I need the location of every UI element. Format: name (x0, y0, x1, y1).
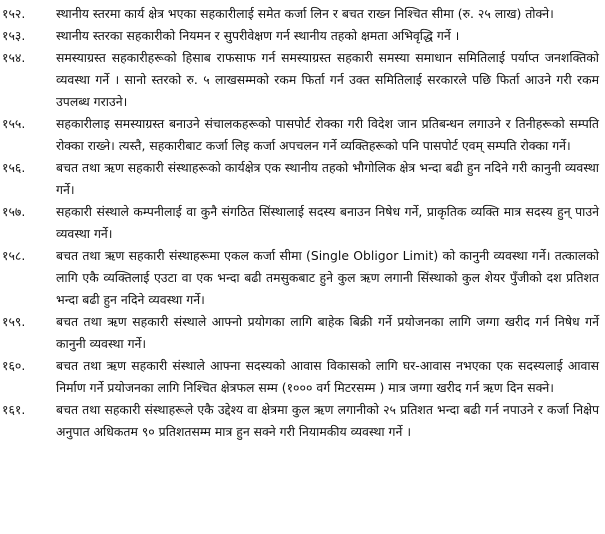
list-item-157 (2, 201, 599, 245)
item-number: १५३. (2, 28, 26, 43)
list-item-152 (2, 3, 599, 25)
item-number: १५५. (2, 116, 26, 131)
item-number: १५६. (2, 160, 26, 175)
item-number: १५८. (2, 248, 26, 263)
item-text: बचत तथा ऋण सहकारी संस्थाहरूमा एकल कर्जा सीमा (Single Obligor Limit) को कानुनी व्यवस्था गर्ने। तत्कालको लागि एकै व्यक्तिलाई एउटा वा एक भन्दा बढी तमसुकबाट हुने कुल ऋण लगानी सिंस्थाको कुल शेयर पुँजीको दश प्रतिशत भन्दा बढी हुन नदिने व्यवस्था गर्ने। (56, 248, 599, 307)
list-item-160 (2, 355, 599, 399)
list-item-156 (2, 157, 599, 201)
list-item-158 (2, 245, 599, 311)
item-number: १५९. (2, 314, 26, 329)
list-item-154 (2, 47, 599, 113)
item-text: बचत तथा ऋण सहकारी संस्थाहरूको कार्यक्षेत्र एक स्थानीय तहको भौगोलिक क्षेत्र भन्दा बढी हुन नदिने गरी कानुनी व्यवस्था गर्ने। (56, 160, 599, 197)
list-item-153 (2, 25, 599, 47)
item-text: बचत तथा सहकारी संस्थाहरूले एकै उद्देश्य वा क्षेत्रमा कुल ऋण लगानीको २५ प्रतिशत भन्दा बढी गर्न नपाउने र कर्जा निक्षेप अनुपात अधिकतम ९० प्रतिशतसम्म मात्र हुन सक्ने गरी नियामकीय व्यवस्था गर्ने । (56, 402, 599, 439)
list-item-155 (2, 113, 599, 157)
item-text: सहकारी संस्थाले कम्पनीलाई वा कुनै संगठित सिंस्थालाई सदस्य बनाउन निषेध गर्ने, प्राकृतिक व्यक्ति मात्र सदस्य हुन् पाउने व्यवस्था गर्ने। (56, 204, 599, 241)
item-text: स्थानीय स्तरका सहकारीको नियमन र सुपरीवेक्षण गर्न स्थानीय तहको क्षमता अभिवृद्धि गर्ने । (56, 28, 460, 43)
item-text: बचत तथा ऋण सहकारी संस्थाले आफ्ना सदस्यको आवास विकासको लागि घर-आवास नभएका एक सदस्यलाई आवास निर्माण गर्ने प्रयोजनका लागि निश्चित क्षेत्रफल सम्म (१००० वर्ग मिटरसम्म ) मात्र जग्गा खरीद गर्न ऋण दिन सक्ने। (56, 358, 599, 395)
item-text: बचत तथा ऋण सहकारी संस्थाले आफ्नो प्रयोगका लागि बाहेक बिक्री गर्ने प्रयोजनका लागि जग्गा खरीद गर्न निषेध गर्ने कानुनी व्यवस्था गर्ने। (56, 314, 599, 351)
item-text: स्थानीय स्तरमा कार्य क्षेत्र भएका सहकारीलाई समेत कर्जा लिन र बचत राख्न निश्चित सीमा (रु. २५ लाख) तोक्ने। (56, 6, 554, 21)
item-number: १६१. (2, 402, 26, 417)
item-number: १६०. (2, 358, 26, 373)
item-text: समस्याग्रस्त सहकारीहरूको हिसाब राफसाफ गर्न समस्याग्रस्त सहकारी समस्या समाधान समितिलाई पर्याप्त जनशक्तिको व्यवस्था गर्ने । सानो स्तरको रु. ५ लाखसम्मको रकम फिर्ता गर्न उक्त समितिलाई सरकारले पछि फिर्ता आउने गरी रकम उपलब्ध गराउने। (56, 50, 599, 109)
list-item-159 (2, 311, 599, 355)
item-number: १५४. (2, 50, 26, 65)
item-number: १५७. (2, 204, 26, 219)
item-text: सहकारीलाइ समस्याग्रस्त बनाउने संचालकहरूको पासपोर्ट रोक्का गरी विदेश जान प्रतिबन्धन लगाउने र तिनीहरूको सम्पति रोक्का राख्ने। त्यस्तै, सहकारीबाट कर्जा लिइ कर्जा अपचलन गर्ने व्यक्तिहरूको पनि पासपोर्ट एवम् सम्पति रोक्का गर्ने। (56, 116, 599, 153)
list-item-161 (2, 399, 599, 443)
item-number: १५२. (2, 6, 26, 21)
